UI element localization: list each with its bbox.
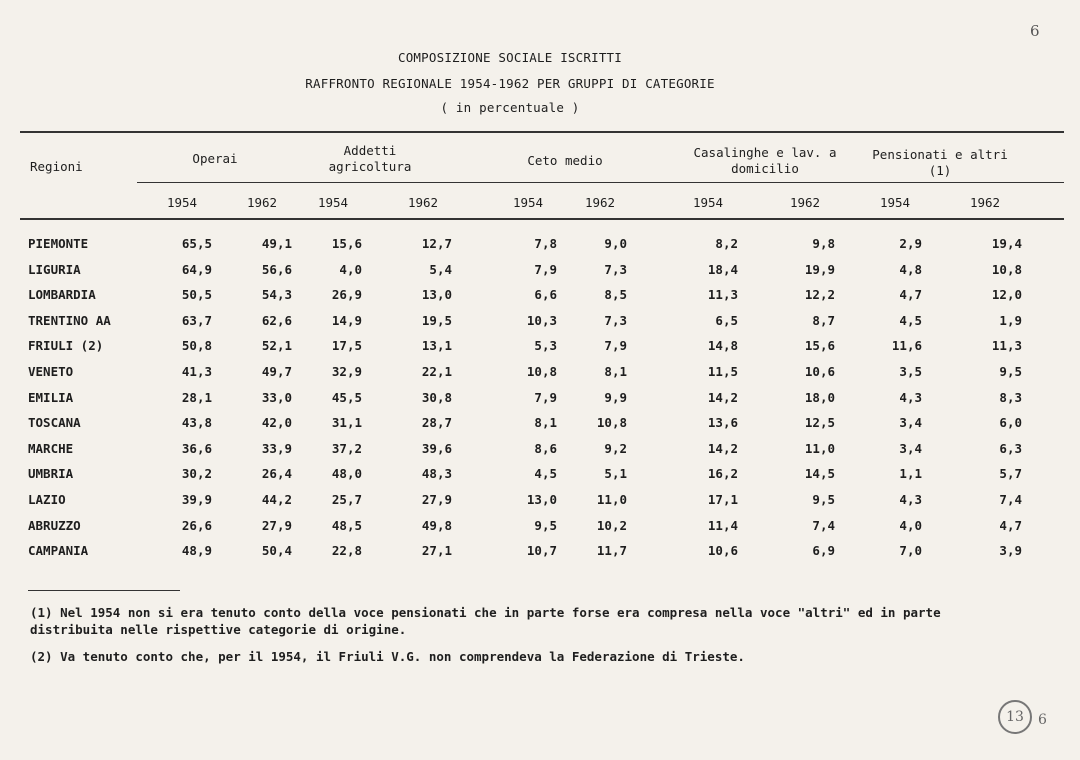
region-name: EMILIA — [28, 389, 74, 405]
table-cell: 4,8 — [899, 261, 922, 277]
table-cell: 9,5 — [999, 364, 1022, 379]
table-cell: 10,8 — [991, 261, 1022, 277]
year-header: 1962 — [584, 195, 616, 210]
table-row — [0, 543, 1080, 563]
region-name: LOMBARDIA — [28, 287, 96, 303]
table-cell: 10,6 — [707, 543, 738, 559]
region-name: CAMPANIA — [28, 543, 89, 559]
table-row — [0, 338, 1080, 358]
region-name: FRIULI (2) — [28, 338, 104, 354]
table-cell: 39,6 — [421, 440, 452, 456]
table-cell: 33,9 — [261, 440, 292, 456]
table-cell: 1,9 — [999, 312, 1022, 328]
table-cell: 7,4 — [999, 492, 1022, 507]
table-cell: 31,1 — [331, 415, 362, 431]
table-cell: 14,8 — [707, 338, 738, 354]
region-header: Regioni — [30, 159, 83, 174]
table-cell: 36,6 — [181, 440, 212, 456]
table-cell: 15,6 — [331, 236, 362, 251]
table-cell: 12,2 — [804, 287, 835, 303]
region-name: MARCHE — [28, 440, 74, 456]
region-name: VENETO — [28, 364, 74, 379]
table-cell: 45,5 — [331, 389, 362, 405]
table-cell: 52,1 — [261, 338, 292, 354]
table-cell: 56,6 — [261, 261, 292, 277]
table-cell: 49,7 — [261, 364, 292, 379]
table-cell: 16,2 — [707, 466, 738, 482]
table-cell: 9,2 — [604, 440, 627, 456]
table-cell: 9,0 — [604, 236, 627, 251]
table-cell: 18,0 — [804, 389, 835, 405]
table-row — [0, 236, 1080, 256]
unit-note: ( in percentuale ) — [440, 100, 580, 115]
table-cell: 7,3 — [604, 312, 627, 328]
table-cell: 8,1 — [604, 364, 627, 379]
table-cell: 50,4 — [261, 543, 292, 559]
table-cell: 14,9 — [331, 312, 362, 328]
table-cell: 42,0 — [261, 415, 292, 431]
table-cell: 14,5 — [804, 466, 835, 482]
table-cell: 26,9 — [331, 287, 362, 303]
table-row — [0, 466, 1080, 486]
year-header-rule — [137, 182, 1064, 183]
table-cell: 28,7 — [421, 415, 452, 431]
table-cell: 12,7 — [421, 236, 452, 251]
table-cell: 3,9 — [999, 543, 1022, 559]
table-cell: 11,3 — [991, 338, 1022, 354]
group-header-ceto-medio: Ceto medio — [527, 153, 603, 168]
table-cell: 6,3 — [999, 440, 1022, 456]
table-cell: 10,2 — [596, 517, 627, 533]
table-cell: 1,1 — [899, 466, 922, 482]
header-bottom-rule — [20, 218, 1064, 220]
table-cell: 7,3 — [604, 261, 627, 277]
handwritten-mark: 6 — [1038, 712, 1047, 728]
table-cell: 19,9 — [804, 261, 835, 277]
table-cell: 10,6 — [804, 364, 835, 379]
table-cell: 5,3 — [534, 338, 557, 354]
table-cell: 39,9 — [181, 492, 212, 507]
table-cell: 10,7 — [526, 543, 557, 559]
table-cell: 41,3 — [181, 364, 212, 379]
region-name: TRENTINO AA — [28, 312, 111, 328]
table-cell: 4,7 — [899, 287, 922, 303]
table-cell: 14,2 — [707, 389, 738, 405]
table-cell: 4,3 — [899, 389, 922, 405]
year-header: 1954 — [317, 195, 349, 210]
table-cell: 27,1 — [421, 543, 452, 559]
table-cell: 7,0 — [899, 543, 922, 559]
table-cell: 6,9 — [812, 543, 835, 559]
table-cell: 3,5 — [899, 364, 922, 379]
table-cell: 6,5 — [715, 312, 738, 328]
table-cell: 33,0 — [261, 389, 292, 405]
region-name: ABRUZZO — [28, 517, 81, 533]
table-row — [0, 492, 1080, 512]
table-row — [0, 390, 1080, 410]
table-cell: 10,8 — [596, 415, 627, 431]
group-header-agricoltura: Addetti agricoltura — [328, 143, 412, 174]
document-title: COMPOSIZIONE SOCIALE ISCRITTI — [397, 50, 623, 65]
table-cell: 13,0 — [526, 492, 557, 507]
table-cell: 26,4 — [261, 466, 292, 482]
table-cell: 7,9 — [604, 338, 627, 354]
table-cell: 11,5 — [707, 364, 738, 379]
table-cell: 9,5 — [534, 517, 557, 533]
table-cell: 8,3 — [999, 389, 1022, 405]
table-cell: 15,6 — [804, 338, 835, 354]
table-cell: 50,8 — [181, 338, 212, 354]
table-cell: 27,9 — [261, 517, 292, 533]
table-cell: 2,9 — [899, 236, 922, 251]
archive-stamp: 13 — [998, 700, 1032, 734]
table-cell: 3,4 — [899, 440, 922, 456]
table-cell: 4,5 — [899, 312, 922, 328]
table-cell: 50,5 — [181, 287, 212, 303]
year-header: 1954 — [879, 195, 911, 210]
footnote-separator — [28, 590, 180, 591]
table-cell: 19,5 — [421, 312, 452, 328]
region-name: UMBRIA — [28, 466, 74, 482]
table-cell: 9,5 — [812, 492, 835, 507]
table-cell: 48,3 — [421, 466, 452, 482]
table-cell: 8,1 — [534, 415, 557, 431]
table-cell: 6,0 — [999, 415, 1022, 431]
region-name: PIEMONTE — [28, 236, 89, 251]
table-cell: 11,0 — [804, 440, 835, 456]
table-cell: 11,4 — [707, 517, 738, 533]
group-header-pensionati: Pensionati e altri (1) — [872, 147, 1008, 178]
table-row — [0, 287, 1080, 307]
table-cell: 22,1 — [421, 364, 452, 379]
table-cell: 9,9 — [604, 389, 627, 405]
table-top-rule — [20, 131, 1064, 133]
table-cell: 48,9 — [181, 543, 212, 559]
table-cell: 64,9 — [181, 261, 212, 277]
table-cell: 44,2 — [261, 492, 292, 507]
region-name: LAZIO — [28, 492, 66, 507]
table-row — [0, 441, 1080, 461]
table-cell: 30,8 — [421, 389, 452, 405]
footnote-1: (1) Nel 1954 non si era tenuto conto della voce pensionati che in parte forse era compresa nella voce "altri" ed in parte distribuita nelle rispettive categorie di origine. — [30, 605, 941, 637]
table-row — [0, 364, 1080, 384]
table-cell: 8,2 — [715, 236, 738, 251]
table-cell: 65,5 — [181, 236, 212, 251]
table-cell: 32,9 — [331, 364, 362, 379]
table-cell: 22,8 — [331, 543, 362, 559]
table-cell: 6,6 — [534, 287, 557, 303]
footnote-2: (2) Va tenuto conto che, per il 1954, il Friuli V.G. non comprendeva la Federazione di Trieste. — [30, 649, 745, 664]
table-cell: 49,8 — [421, 517, 452, 533]
table-cell: 49,1 — [261, 236, 292, 251]
table-cell: 12,5 — [804, 415, 835, 431]
year-header: 1954 — [512, 195, 544, 210]
table-cell: 54,3 — [261, 287, 292, 303]
year-header: 1962 — [407, 195, 439, 210]
table-cell: 14,2 — [707, 440, 738, 456]
table-cell: 4,3 — [899, 492, 922, 507]
table-cell: 10,3 — [526, 312, 557, 328]
document-subtitle: RAFFRONTO REGIONALE 1954-1962 PER GRUPPI DI CATEGORIE — [305, 76, 715, 91]
table-cell: 26,6 — [181, 517, 212, 533]
table-cell: 11,3 — [707, 287, 738, 303]
table-cell: 28,1 — [181, 389, 212, 405]
table-row — [0, 313, 1080, 333]
table-cell: 8,5 — [604, 287, 627, 303]
table-cell: 11,0 — [596, 492, 627, 507]
table-cell: 43,8 — [181, 415, 212, 431]
table-cell: 7,4 — [812, 517, 835, 533]
region-name: LIGURIA — [28, 261, 81, 277]
table-cell: 27,9 — [421, 492, 452, 507]
table-cell: 13,0 — [421, 287, 452, 303]
table-cell: 13,1 — [421, 338, 452, 354]
table-cell: 48,5 — [331, 517, 362, 533]
year-header: 1962 — [789, 195, 821, 210]
table-row — [0, 415, 1080, 435]
table-cell: 12,0 — [991, 287, 1022, 303]
table-cell: 5,1 — [604, 466, 627, 482]
table-cell: 4,7 — [999, 517, 1022, 533]
table-cell: 63,7 — [181, 312, 212, 328]
table-cell: 30,2 — [181, 466, 212, 482]
table-cell: 4,0 — [339, 261, 362, 277]
table-row — [0, 262, 1080, 282]
page-number: 6 — [1030, 22, 1040, 40]
table-cell: 11,7 — [596, 543, 627, 559]
region-name: TOSCANA — [28, 415, 81, 431]
year-header: 1962 — [969, 195, 1001, 210]
table-cell: 18,4 — [707, 261, 738, 277]
table-cell: 11,6 — [891, 338, 922, 354]
year-header: 1962 — [246, 195, 278, 210]
table-cell: 5,4 — [429, 261, 452, 277]
table-cell: 13,6 — [707, 415, 738, 431]
table-cell: 4,5 — [534, 466, 557, 482]
table-cell: 37,2 — [331, 440, 362, 456]
table-cell: 62,6 — [261, 312, 292, 328]
table-cell: 8,6 — [534, 440, 557, 456]
table-cell: 7,9 — [534, 261, 557, 277]
table-cell: 8,7 — [812, 312, 835, 328]
table-cell: 48,0 — [331, 466, 362, 482]
group-header-casalinghe: Casalinghe e lav. a domicilio — [693, 145, 837, 176]
table-cell: 19,4 — [991, 236, 1022, 251]
table-cell: 3,4 — [899, 415, 922, 431]
table-cell: 9,8 — [812, 236, 835, 251]
table-cell: 25,7 — [331, 492, 362, 507]
table-cell: 5,7 — [999, 466, 1022, 482]
year-header: 1954 — [166, 195, 198, 210]
table-cell: 17,5 — [331, 338, 362, 354]
group-header-operai: Operai — [192, 151, 238, 166]
year-header: 1954 — [692, 195, 724, 210]
table-cell: 7,8 — [534, 236, 557, 251]
table-cell: 4,0 — [899, 517, 922, 533]
table-cell: 7,9 — [534, 389, 557, 405]
table-row — [0, 518, 1080, 538]
table-cell: 10,8 — [526, 364, 557, 379]
table-cell: 17,1 — [707, 492, 738, 507]
